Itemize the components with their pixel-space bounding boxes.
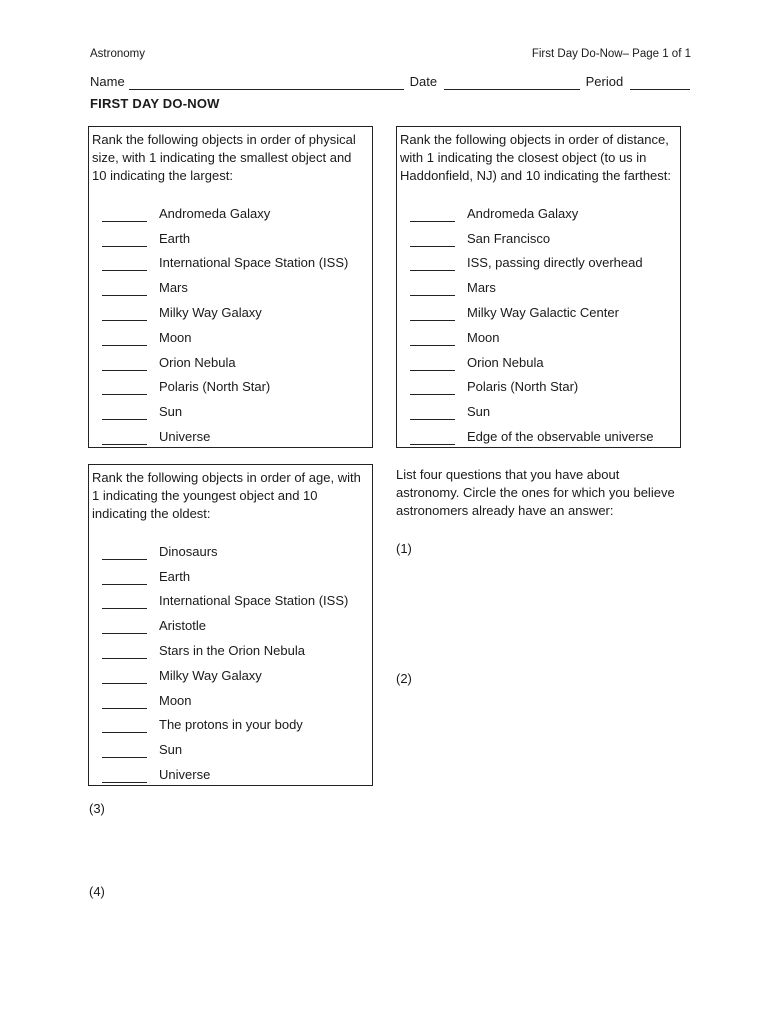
item-label: Mars bbox=[159, 280, 188, 296]
rank-blank[interactable] bbox=[410, 307, 455, 321]
rank-blank[interactable] bbox=[102, 233, 147, 247]
list-item bbox=[102, 420, 364, 445]
rank-blank[interactable] bbox=[102, 357, 147, 371]
list-item bbox=[102, 684, 364, 709]
list-item bbox=[102, 560, 364, 585]
rank-blank[interactable] bbox=[102, 332, 147, 346]
item-label: Moon bbox=[159, 329, 192, 345]
list-item bbox=[410, 395, 672, 420]
rank-blank[interactable] bbox=[410, 233, 455, 247]
rank-blank[interactable] bbox=[410, 332, 455, 346]
rank-blank[interactable] bbox=[102, 670, 147, 684]
item-label: Polaris (North Star) bbox=[467, 379, 579, 395]
item-label: Aristotle bbox=[159, 618, 206, 634]
rank-blank[interactable] bbox=[410, 357, 455, 371]
list-item bbox=[102, 395, 364, 420]
list-item bbox=[410, 346, 672, 371]
date-field[interactable] bbox=[444, 77, 580, 90]
item-label: Mars bbox=[467, 280, 496, 296]
name-label: Name bbox=[90, 74, 125, 89]
rank-blank[interactable] bbox=[102, 769, 147, 783]
list-item bbox=[410, 296, 672, 321]
rank-blank[interactable] bbox=[102, 381, 147, 395]
rank-blank[interactable] bbox=[102, 645, 147, 659]
list-item bbox=[102, 197, 364, 222]
size-prompt: Rank the following objects in order of physical size, with 1 indicating the smallest object and 10 indicating the largest: bbox=[92, 132, 356, 183]
item-label: Sun bbox=[159, 404, 183, 420]
item-label: Milky Way Galactic Center bbox=[467, 304, 619, 320]
list-item bbox=[410, 420, 672, 445]
list-item bbox=[102, 371, 364, 396]
item-label: Orion Nebula bbox=[159, 354, 236, 370]
list-item bbox=[102, 758, 364, 783]
rank-blank[interactable] bbox=[102, 719, 147, 733]
item-label: Universe bbox=[159, 428, 211, 444]
item-label: Andromeda Galaxy bbox=[467, 205, 579, 221]
rank-blank[interactable] bbox=[410, 381, 455, 395]
list-item bbox=[102, 585, 364, 610]
item-label: International Space Station (ISS) bbox=[159, 593, 349, 609]
list-item bbox=[410, 321, 672, 346]
rank-blank[interactable] bbox=[410, 406, 455, 420]
question-4-label: (4) bbox=[89, 884, 105, 899]
age-ranking-box bbox=[88, 464, 373, 786]
rank-blank[interactable] bbox=[410, 431, 455, 445]
item-label: International Space Station (ISS) bbox=[159, 255, 349, 271]
list-item bbox=[102, 634, 364, 659]
list-item bbox=[410, 271, 672, 296]
item-label: Milky Way Galaxy bbox=[159, 304, 262, 320]
question-3-label: (3) bbox=[89, 801, 105, 816]
item-label: Stars in the Orion Nebula bbox=[159, 642, 305, 658]
rank-blank[interactable] bbox=[102, 744, 147, 758]
list-item bbox=[102, 733, 364, 758]
list-item bbox=[410, 222, 672, 247]
item-label: Edge of the observable universe bbox=[467, 428, 654, 444]
rank-blank[interactable] bbox=[102, 406, 147, 420]
rank-blank[interactable] bbox=[102, 208, 147, 222]
item-label: The protons in your body bbox=[159, 717, 303, 733]
list-item bbox=[102, 709, 364, 734]
period-label: Period bbox=[585, 74, 624, 89]
age-prompt: Rank the following objects in order of age, with 1 indicating the youngest object and 10 indicating the oldest: bbox=[92, 470, 361, 521]
rank-blank[interactable] bbox=[410, 208, 455, 222]
page-title: FIRST DAY DO-NOW bbox=[90, 96, 220, 111]
rank-blank[interactable] bbox=[102, 307, 147, 321]
list-item bbox=[102, 222, 364, 247]
item-label: Universe bbox=[159, 766, 211, 782]
item-label: Sun bbox=[467, 404, 491, 420]
date-label: Date bbox=[409, 74, 438, 89]
list-item bbox=[410, 371, 672, 396]
item-label: Earth bbox=[159, 568, 191, 584]
rank-blank[interactable] bbox=[102, 571, 147, 585]
item-label: Dinosaurs bbox=[159, 543, 218, 559]
list-item bbox=[410, 197, 672, 222]
list-item bbox=[102, 296, 364, 321]
list-item bbox=[102, 609, 364, 634]
list-item bbox=[102, 321, 364, 346]
age-list bbox=[92, 535, 364, 783]
list-item bbox=[102, 271, 364, 296]
rank-blank[interactable] bbox=[102, 257, 147, 271]
question-2-label: (2) bbox=[396, 671, 412, 686]
item-label: Orion Nebula bbox=[467, 354, 544, 370]
distance-prompt: Rank the following objects in order of distance, with 1 indicating the closest object (to us in Haddonfield, NJ) and 10 indicating the farthest: bbox=[400, 132, 672, 183]
distance-ranking-box bbox=[396, 126, 681, 448]
list-item bbox=[102, 346, 364, 371]
list-item bbox=[102, 659, 364, 684]
item-label: Earth bbox=[159, 230, 191, 246]
rank-blank[interactable] bbox=[102, 695, 147, 709]
course-label: Astronomy bbox=[90, 48, 145, 60]
item-label: Moon bbox=[467, 329, 500, 345]
rank-blank[interactable] bbox=[102, 282, 147, 296]
name-field[interactable] bbox=[129, 77, 404, 90]
rank-blank[interactable] bbox=[102, 546, 147, 560]
item-label: Sun bbox=[159, 742, 183, 758]
question-1-label: (1) bbox=[396, 541, 412, 556]
distance-list bbox=[400, 197, 672, 445]
rank-blank[interactable] bbox=[410, 257, 455, 271]
questions-prompt: List four questions that you have about astronomy. Circle the ones for which you believe astronomers already have an answer: bbox=[396, 467, 675, 518]
item-label: San Francisco bbox=[467, 230, 551, 246]
size-list bbox=[92, 197, 364, 445]
list-item bbox=[102, 247, 364, 272]
list-item bbox=[102, 535, 364, 560]
page-label: First Day Do-Now– Page 1 of 1 bbox=[531, 48, 691, 60]
list-item bbox=[410, 247, 672, 272]
rank-blank[interactable] bbox=[102, 431, 147, 445]
name-date-period-row bbox=[90, 72, 690, 90]
size-ranking-box bbox=[88, 126, 373, 448]
rank-blank[interactable] bbox=[102, 595, 147, 609]
rank-blank[interactable] bbox=[410, 282, 455, 296]
item-label: Moon bbox=[159, 692, 192, 708]
item-label: ISS, passing directly overhead bbox=[467, 255, 643, 271]
item-label: Andromeda Galaxy bbox=[159, 205, 271, 221]
rank-blank[interactable] bbox=[102, 620, 147, 634]
item-label: Milky Way Galaxy bbox=[159, 667, 262, 683]
item-label: Polaris (North Star) bbox=[159, 379, 271, 395]
period-field[interactable] bbox=[630, 77, 690, 90]
